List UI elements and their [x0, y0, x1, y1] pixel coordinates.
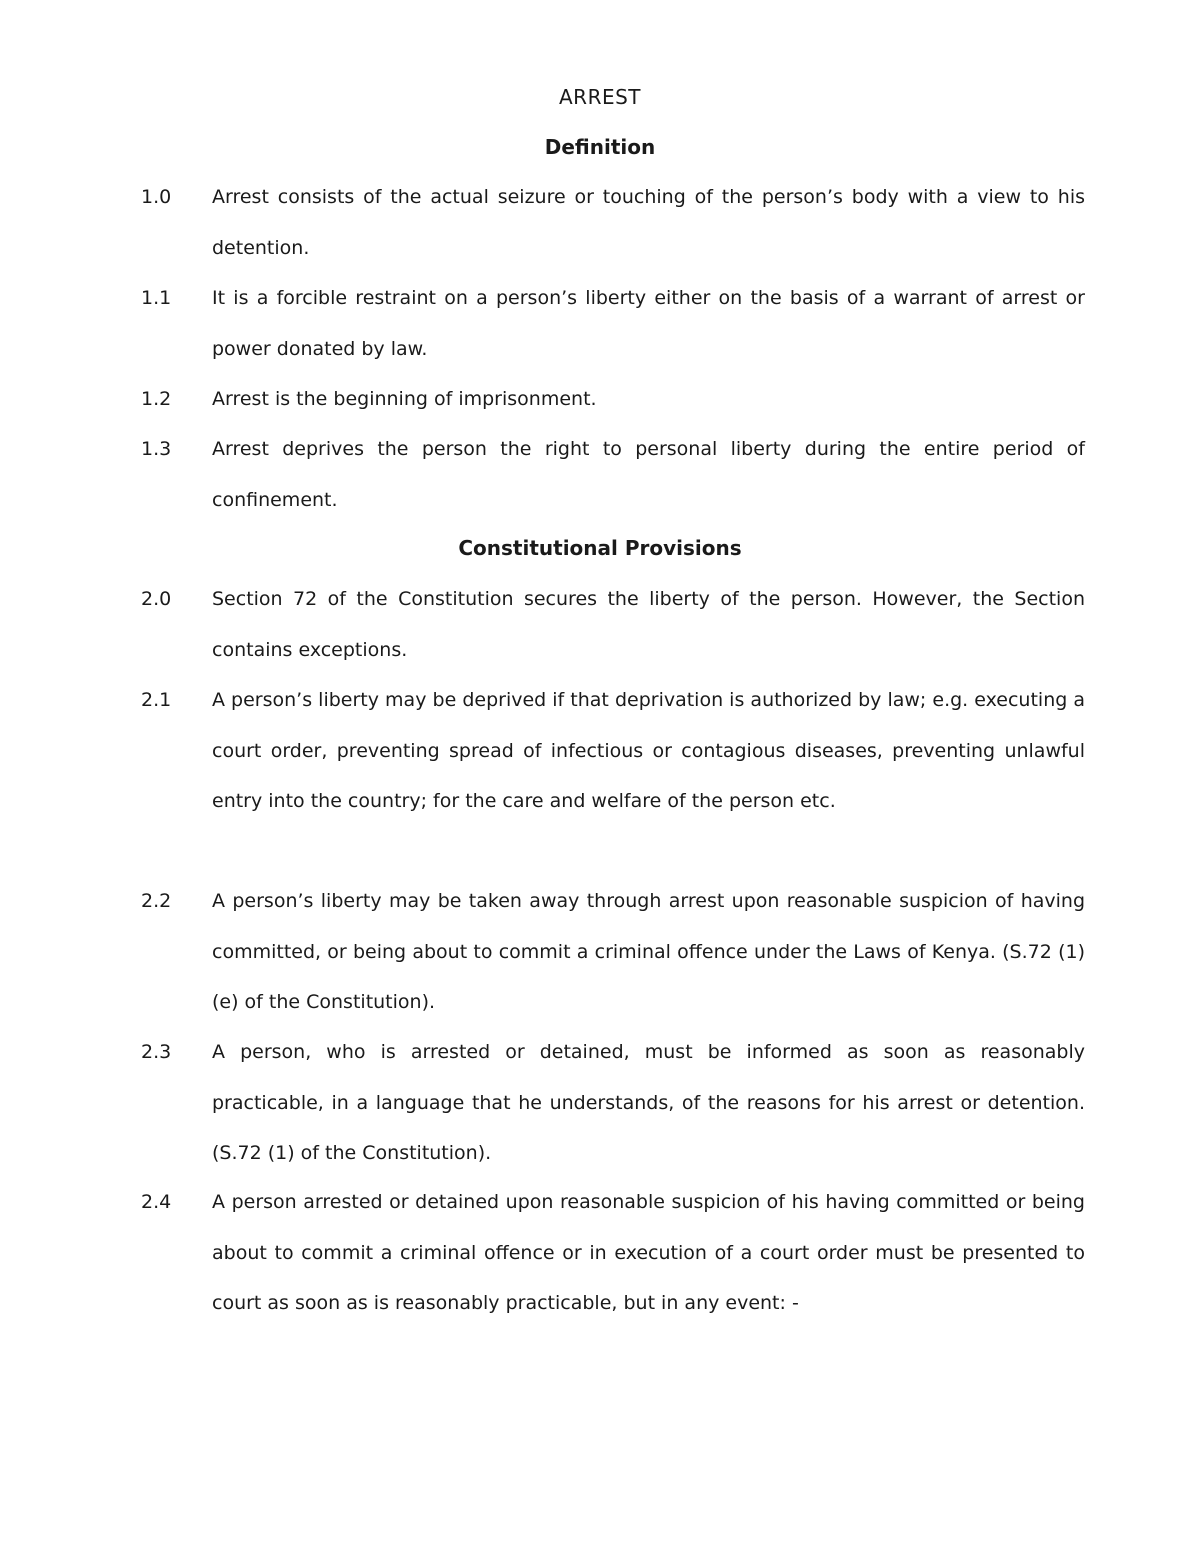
paragraph-number: 2.1 [141, 689, 172, 711]
paragraph-text: Section 72 of the Constitution secures the liberty of the person. However, the Section contains exceptions. [212, 588, 1085, 661]
paragraph-text: A person’s liberty may be deprived if that deprivation is authorized by law; e.g. executing a court order, preventing spread of infectious or contagious diseases, preventing unlawful entry into the country; for the care and welfare of the person etc. [212, 689, 1085, 812]
paragraph-text: A person’s liberty may be taken away through arrest upon reasonable suspicion of having committed, or being about to commit a criminal offence under the Laws of Kenya. (S.72 (1)(e) of the Constitution). [212, 890, 1085, 1013]
paragraph-text: A person, who is arrested or detained, must be informed as soon as reasonably practicable, in a language that he understands, of the reasons for his arrest or detention. (S.72 (1) of the Constitution). [212, 1041, 1085, 1164]
paragraph-number: 2.0 [141, 588, 172, 610]
paragraph-text: A person arrested or detained upon reasonable suspicion of his having committed or being about to commit a criminal offence or in execution of a court order must be presented to court as soon as is reasonably practicable, but in any event: - [212, 1191, 1085, 1314]
paragraph-text: Arrest is the beginning of imprisonment. [212, 388, 597, 410]
paragraph-text: Arrest deprives the person the right to personal liberty during the entire period of confinement. [212, 438, 1085, 511]
paragraph-text: It is a forcible restraint on a person’s liberty either on the basis of a warrant of arrest or power donated by law. [212, 287, 1085, 360]
section-heading-constitutional-provisions: Constitutional Provisions [458, 536, 742, 560]
paragraph-number: 2.4 [141, 1191, 172, 1213]
paragraph-number: 2.2 [141, 890, 172, 912]
document-title: ARREST [558, 85, 642, 109]
paragraph-number: 1.2 [141, 388, 172, 410]
section-heading-definition: Definition [544, 135, 656, 159]
paragraph-number: 1.0 [141, 186, 172, 208]
paragraph-number: 1.1 [141, 287, 172, 309]
paragraph-text: Arrest consists of the actual seizure or touching of the person’s body with a view to his detention. [212, 186, 1085, 259]
paragraph-number: 2.3 [141, 1041, 172, 1063]
paragraph-number: 1.3 [141, 438, 172, 460]
